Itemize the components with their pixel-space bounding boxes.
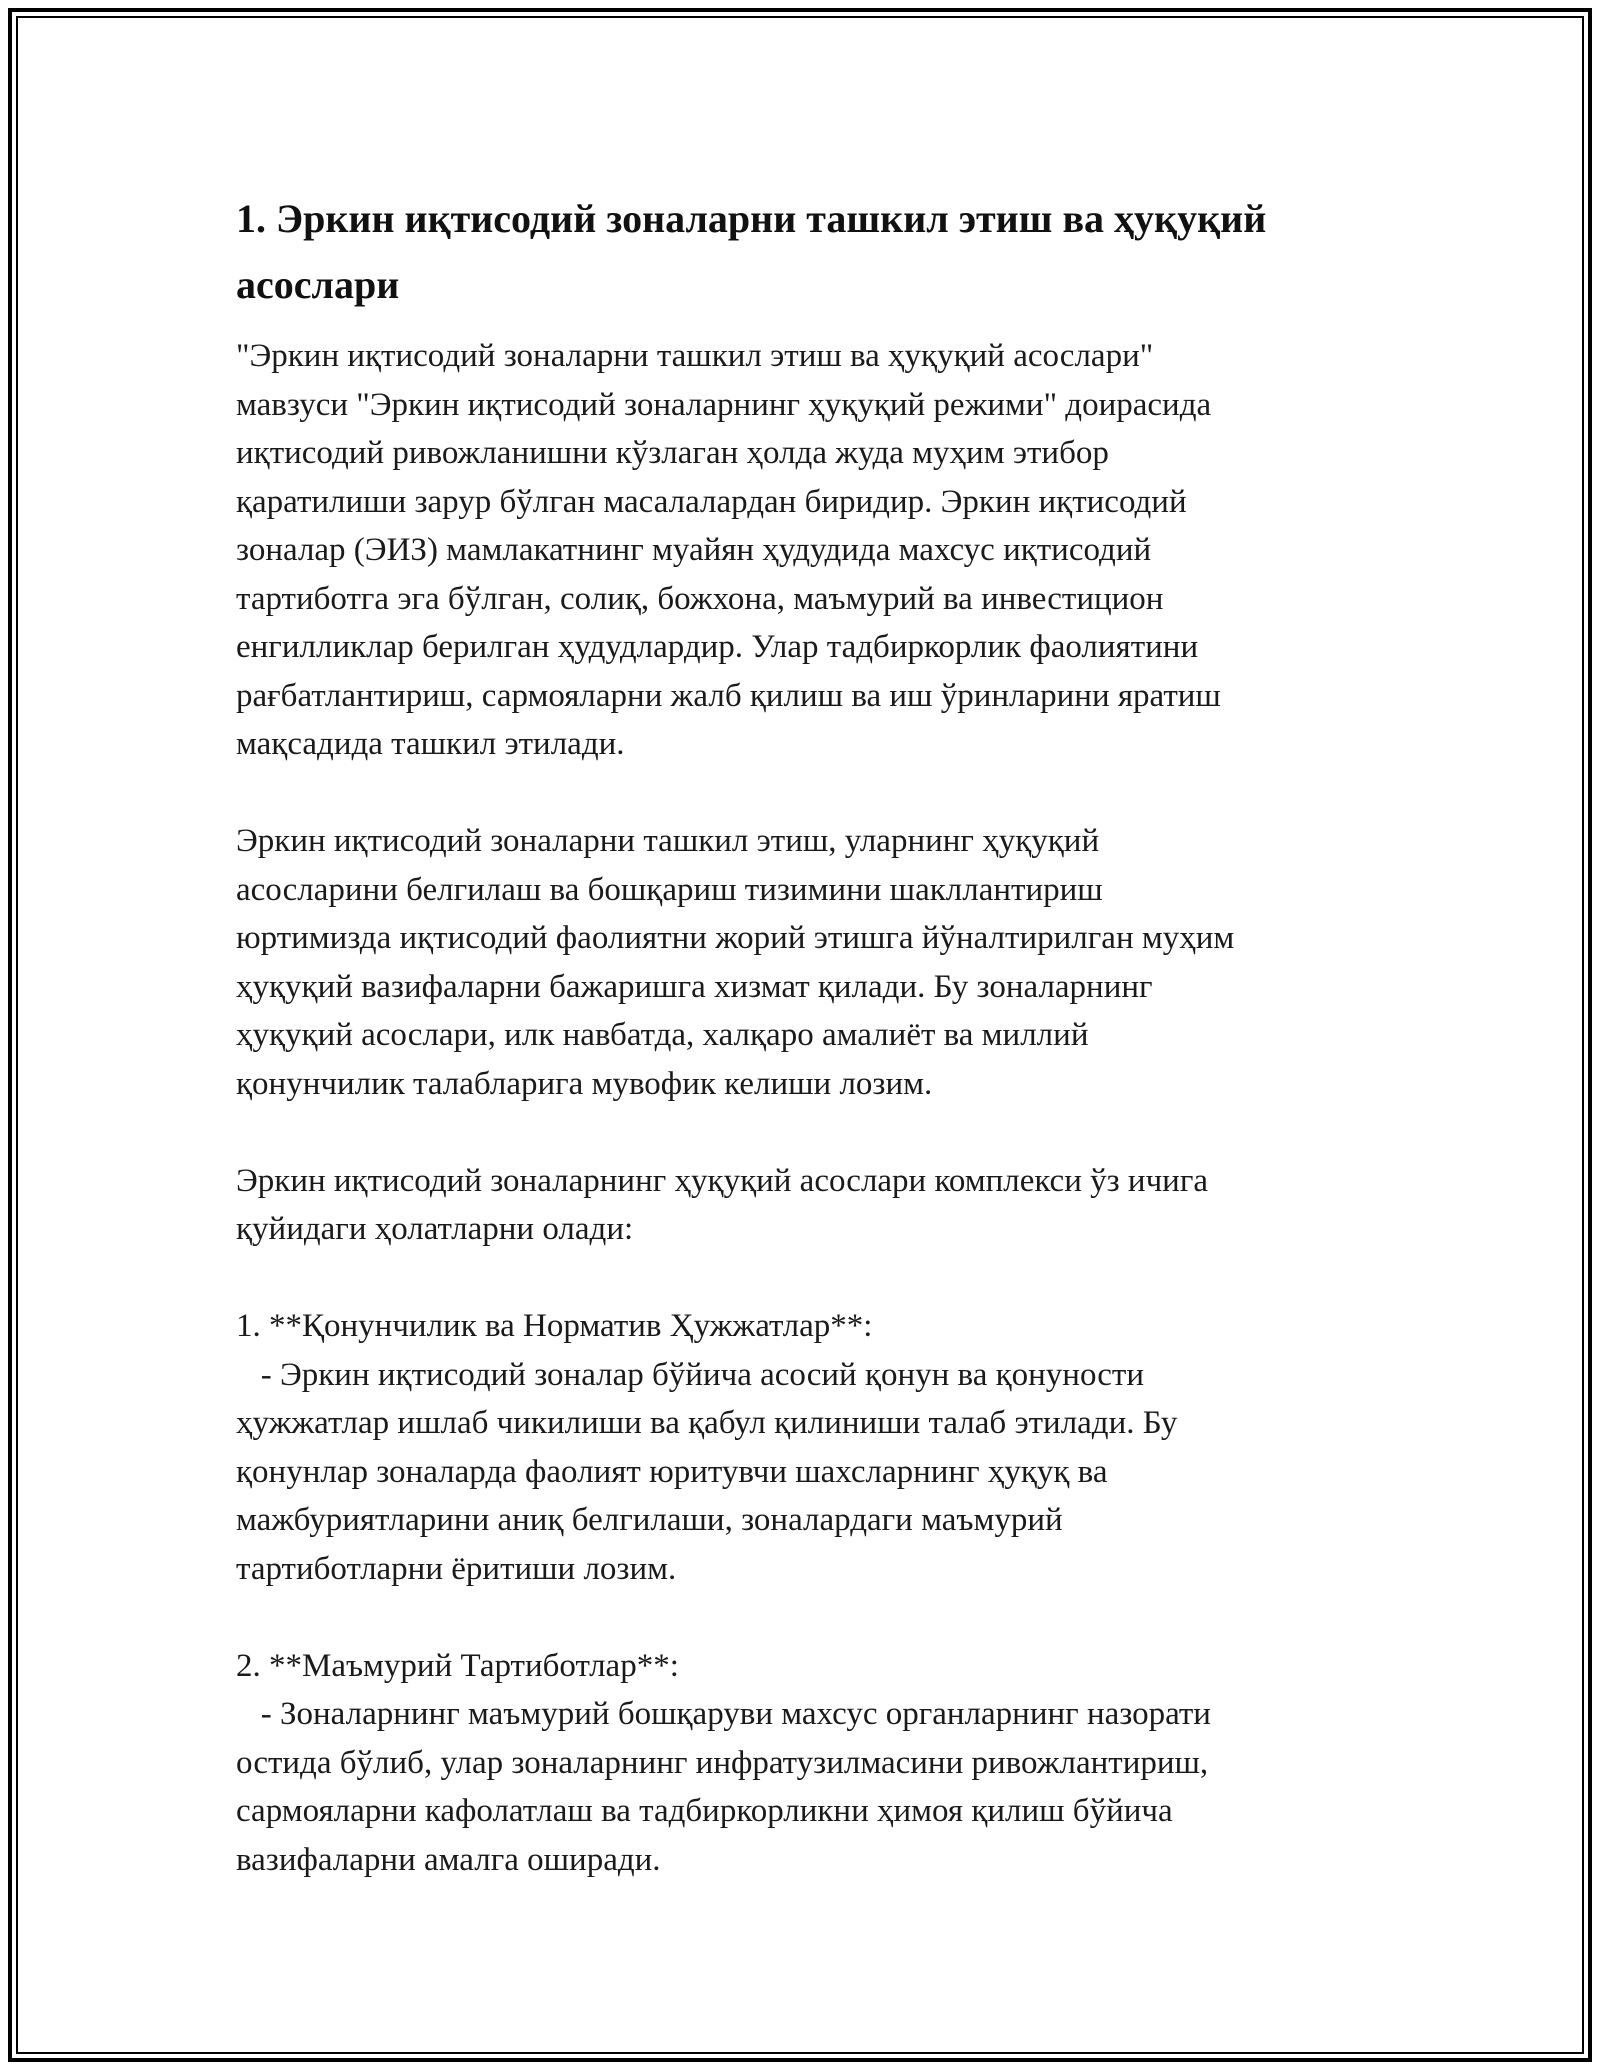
text-line: асосларини белгилаш ва бошқариш тизимини шакллантириш bbox=[236, 871, 1103, 908]
paragraph-spacer bbox=[236, 1254, 1376, 1303]
list-item-administrative bbox=[236, 1642, 1376, 1885]
text-line: тартиботларни ёритиши лозим. bbox=[236, 1550, 677, 1587]
text-line: қонунчилик талабларига мувофик келиши лозим. bbox=[236, 1065, 933, 1102]
list-item-legislation bbox=[236, 1302, 1376, 1593]
paragraph-complex-intro bbox=[236, 1157, 1376, 1254]
paragraph-legal-basis bbox=[236, 817, 1376, 1108]
text-line: енгилликлар берилган ҳудудлардир. Улар тадбиркорлик фаолиятини bbox=[236, 629, 1199, 665]
text-line: - Зоналарнинг маъмурий бошқаруви махсус органларнинг назорати bbox=[236, 1696, 1211, 1732]
paragraph-spacer bbox=[236, 769, 1376, 818]
text-line: ҳуқуқий асослари, илк навбатда, халқаро амалиёт ва миллий bbox=[236, 1017, 1089, 1053]
text-line: ҳуқуқий вазифаларни бажаришга хизмат қилади. Бу зоналарнинг bbox=[236, 968, 1153, 1005]
text-line: юртимизда иқтисодий фаолиятни жорий этишга йўналтирилган муҳим bbox=[236, 920, 1235, 956]
text-line: мақсадида ташкил этилади. bbox=[236, 726, 625, 762]
text-line: қонунлар зоналарда фаолият юритувчи шахсларнинг ҳуқуқ ва bbox=[236, 1453, 1108, 1490]
text-line: иқтисодий ривожланишни кўзлаган ҳолда жуда муҳим этибор bbox=[236, 435, 1109, 471]
list-item-heading: 2. **Маъмурий Тартиботлар**: bbox=[236, 1647, 679, 1684]
title-line: 1. Эркин иқтисодий зоналарни ташкил этиш ва ҳуқуқий bbox=[236, 196, 1267, 241]
document-body bbox=[236, 186, 1376, 1884]
text-line: - Эркин иқтисодий зоналар бўйича асосий қонун ва қонуности bbox=[236, 1356, 1144, 1393]
text-line: ҳужжатлар ишлаб чикилиши ва қабул қилиниши талаб этилади. Бу bbox=[236, 1405, 1178, 1441]
text-line: вазифаларни амалга оширади. bbox=[236, 1841, 661, 1878]
paragraph-intro bbox=[236, 332, 1376, 769]
text-line: сармояларни кафолатлаш ва тадбиркорликни ҳимоя қилиш бўйича bbox=[236, 1793, 1173, 1829]
text-line: тартиботга эга бўлган, солиқ, божхона, маъмурий ва инвестицион bbox=[236, 580, 1164, 617]
text-line: рағбатлантириш, сармояларни жалб қилиш ва иш ўринларини яратиш bbox=[236, 677, 1221, 714]
text-line: Эркин иқтисодий зоналарнинг ҳуқуқий асослари комплекси ўз ичига bbox=[236, 1162, 1209, 1199]
text-line: мажбуриятларини аниқ белгилаши, зоналардаги маъмурий bbox=[236, 1502, 1063, 1538]
text-line: "Эркин иқтисодий зоналарни ташкил этиш ва ҳуқуқий асослари" bbox=[236, 338, 1154, 374]
text-line: қуйидаги ҳолатларни олади: bbox=[236, 1211, 634, 1247]
text-line: зоналар (ЭИЗ) мамлакатнинг муайян ҳудудида махсус иқтисодий bbox=[236, 532, 1152, 568]
title-line: асослари bbox=[236, 262, 400, 307]
text-line: Эркин иқтисодий зоналарни ташкил этиш, уларнинг ҳуқуқий bbox=[236, 823, 1100, 859]
text-line: қаратилиши зарур бўлган масалалардан биридир. Эркин иқтисодий bbox=[236, 483, 1187, 520]
paragraph-spacer bbox=[236, 1108, 1376, 1157]
list-item-heading: 1. **Қонунчилик ва Норматив Ҳужжатлар**: bbox=[236, 1308, 873, 1344]
document-title bbox=[236, 186, 1376, 318]
text-line: остида бўлиб, улар зоналарнинг инфратузилмасини ривожлантириш, bbox=[236, 1744, 1209, 1781]
paragraph-spacer bbox=[236, 1593, 1376, 1642]
text-line: мавзуси "Эркин иқтисодий зоналарнинг ҳуқуқий режими" доирасида bbox=[236, 386, 1212, 423]
